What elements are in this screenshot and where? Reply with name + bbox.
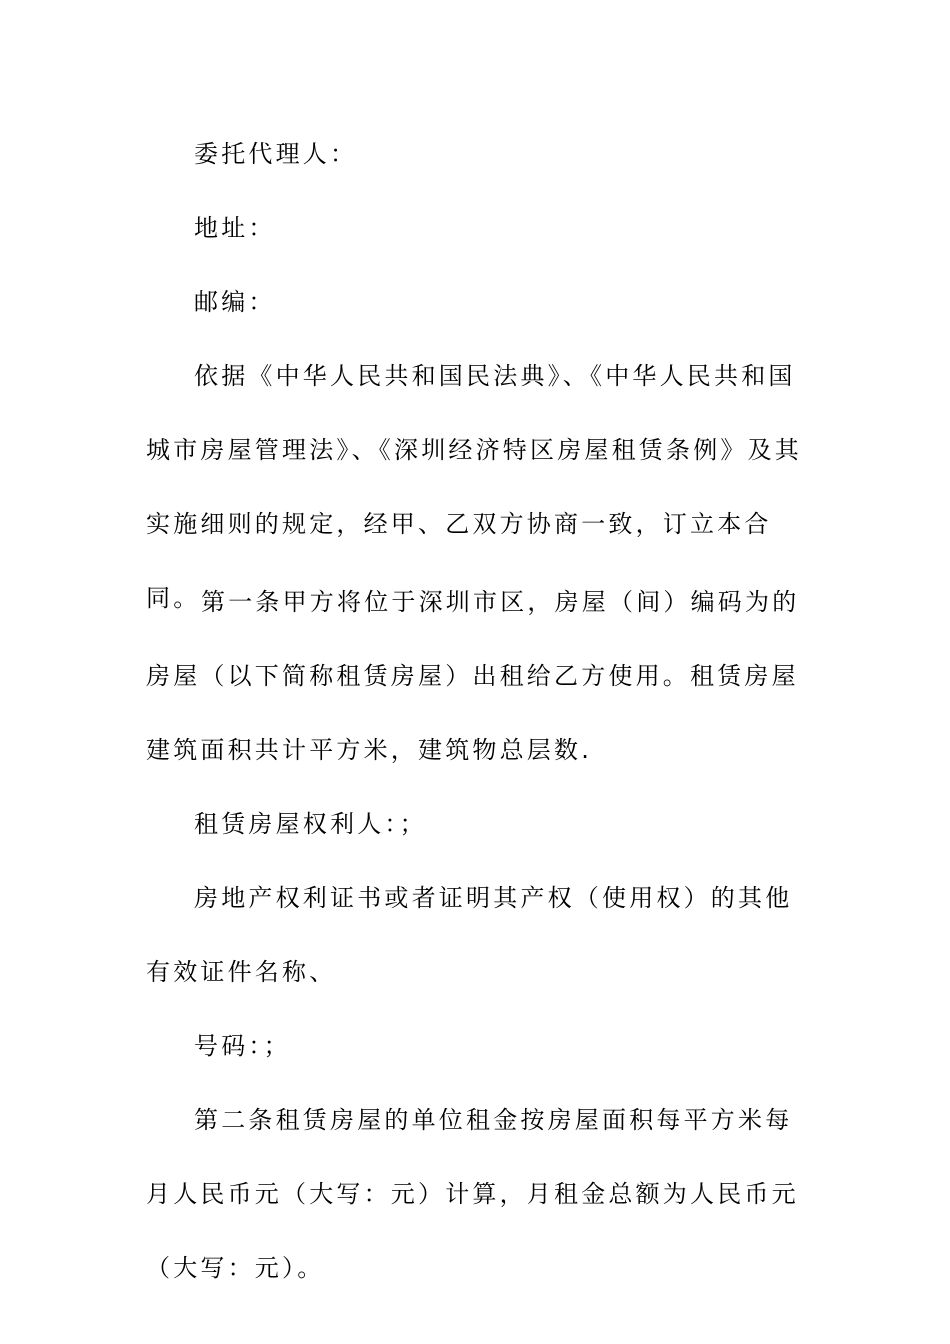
postal-code-line: 邮编： xyxy=(194,288,276,316)
agent-line: 委托代理人： xyxy=(194,140,358,168)
article-1-paragraph: 第一条甲方将位于深圳市区，房屋（间）编码为的房屋（以下简称租赁房屋）出租给乙方使用。租赁房屋建筑面积共计平方米，建筑物总层数. xyxy=(146,588,800,764)
address-line: 地址： xyxy=(194,214,276,242)
article-2-paragraph: 第二条租赁房屋的单位租金按房屋面积每平方米每月人民币元（大写：元）计算，月租金总额为人民币元（大写：元）。 xyxy=(146,1106,799,1282)
certificate-name-paragraph: 房地产权利证书或者证明其产权（使用权）的其他有效证件名称、 xyxy=(146,884,793,986)
property-owner-line: 租赁房屋权利人：； xyxy=(194,810,427,838)
legal-basis-paragraph: 依据《中华人民共和国民法典》、《中华人民共和国城市房屋管理法》、《深圳经济特区房屋租赁条例》及其实施细则的规定，经甲、乙双方协商一致，订立本合同。 xyxy=(146,362,802,612)
certificate-number-line: 号码：； xyxy=(194,1032,291,1060)
